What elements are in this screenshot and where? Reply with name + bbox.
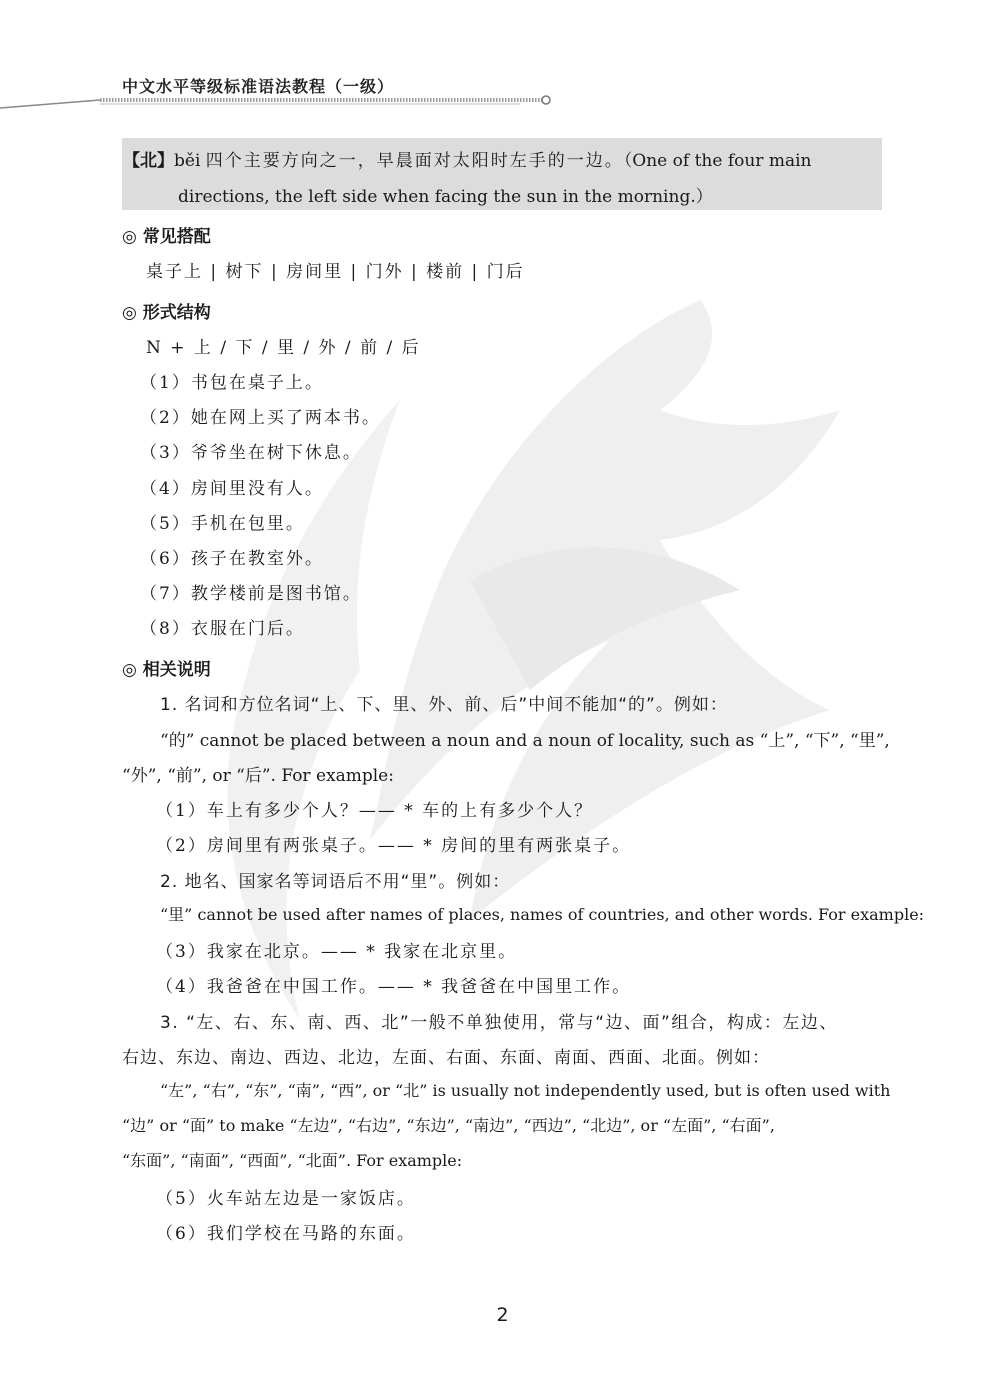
structure-example-2: （2）她在网上买了两本书。: [140, 408, 381, 428]
page-number: 2: [496, 1304, 509, 1326]
note-example-3: （3）我家在北京。—— * 我家在北京里。: [156, 942, 518, 962]
pinyin: běi: [174, 151, 201, 171]
structure-example-3: （3）爷爷坐在树下休息。: [140, 443, 362, 463]
note-example-1: （1）车上有多少个人？—— * 车的上有多少个人？: [156, 801, 594, 821]
book-title: 中文水平等级标准语法教程（一级）: [122, 77, 395, 96]
note-1-en-1: “的” cannot be placed between a noun and a noun of locality, such as “上”, “下”, “里”,: [160, 731, 890, 751]
section-collocations: ◎ 常见搭配: [122, 227, 211, 247]
note-example-6: （6）我们学校在马路的东面。: [156, 1224, 416, 1244]
collocation-list: 桌子上 | 树下 | 房间里 | 门外 | 楼前 | 门后: [146, 262, 525, 282]
note-3-en-2: “边” or “面” to make “左边”, “右边”, “东边”, “南边”, “西边”, “北边”, or “左面”, “右面”,: [122, 1116, 775, 1135]
note-example-4: （4）我爸爸在中国工作。—— * 我爸爸在中国里工作。: [156, 977, 632, 997]
headword: 【北】: [123, 151, 174, 171]
note-3-en-1: “左”, “右”, “东”, “南”, “西”, or “北” is usually not independently used, but is often used with: [160, 1081, 891, 1100]
structure-example-8: （8）衣服在门后。: [140, 619, 305, 639]
structure-example-4: （4）房间里没有人。: [140, 479, 324, 499]
note-2-cn: 2. 地名、国家名等词语后不用“里”。例如：: [160, 872, 511, 892]
note-3-en-3: “东面”, “南面”, “西面”, “北面”. For example:: [122, 1151, 463, 1170]
note-example-5: （5）火车站左边是一家饭店。: [156, 1189, 416, 1209]
entry-line-1: [123, 146, 811, 171]
structure-example-5: （5）手机在包里。: [140, 514, 305, 534]
structure-example-6: （6）孩子在教室外。: [140, 549, 324, 569]
definition-en-2: directions, the left side when facing the sun in the morning.）: [178, 187, 713, 207]
note-1-cn: 1. 名词和方位名词“上、下、里、外、前、后”中间不能加“的”。例如：: [160, 695, 728, 715]
definition-cn: 四个主要方向之一，早晨面对太阳时左手的一边。: [205, 151, 624, 171]
note-2-en: “里” cannot be used after names of places, names of countries, and other words. For example:: [160, 905, 925, 924]
structure-example-7: （7）教学楼前是图书馆。: [140, 584, 362, 604]
note-3-cn-2: 右边、东边、南边、西边、北边，左面、右面、东面、南面、西面、北面。例如：: [122, 1048, 770, 1068]
structure-formula: N + 上 / 下 / 里 / 外 / 前 / 后: [146, 338, 421, 358]
note-3-cn-1: 3. “左、右、东、南、西、北”一般不单独使用，常与“边、面”组合，构成：左边、: [160, 1013, 838, 1033]
section-structure: ◎ 形式结构: [122, 303, 211, 323]
note-example-2: （2）房间里有两张桌子。—— * 房间的里有两张桌子。: [156, 836, 632, 856]
section-notes: ◎ 相关说明: [122, 660, 211, 680]
structure-example-1: （1）书包在桌子上。: [140, 373, 324, 393]
note-1-en-2: “外”, “前”, or “后”. For example:: [122, 766, 394, 786]
definition-en-1: （One of the four main: [623, 151, 812, 171]
